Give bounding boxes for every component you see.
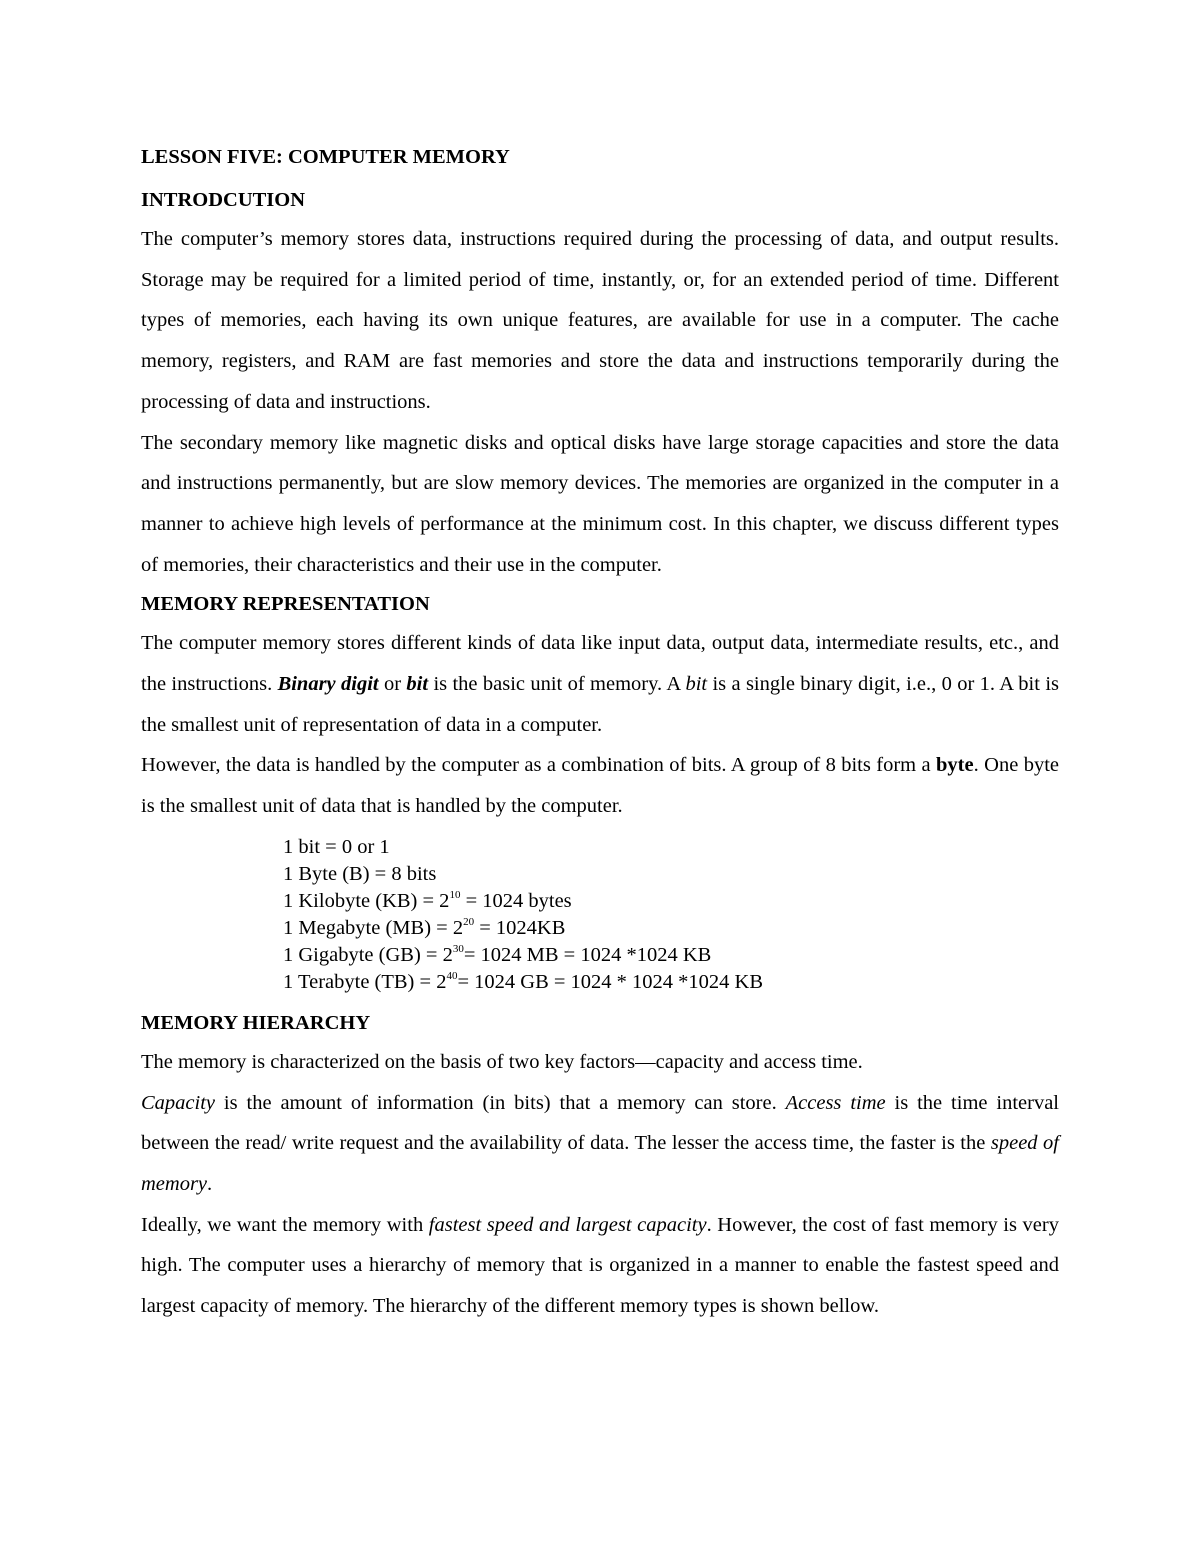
- conversion-byte: 1 Byte (B) = 8 bits: [283, 862, 437, 885]
- text-span: .: [207, 1172, 213, 1195]
- conversion-bit: 1 bit = 0 or 1: [283, 835, 390, 858]
- capacity-term: Capacity: [141, 1091, 216, 1114]
- text-span: 1 Megabyte (MB) = 2: [283, 916, 464, 939]
- representation-paragraph-1: [141, 623, 1059, 745]
- hierarchy-paragraph-1: The memory is characterized on the basis of two key factors—capacity and access time.: [141, 1050, 863, 1073]
- memory-representation-heading: MEMORY REPRESENTATION: [141, 593, 430, 616]
- text-span: or: [378, 673, 407, 696]
- text-span: Ideally, we want the memory with: [141, 1213, 429, 1236]
- text-span: is a single binary digit, i.e., 0 or 1. A bit is the smallest unit of representation of data in a computer.: [141, 673, 1059, 736]
- conversion-kilobyte: [283, 888, 1059, 915]
- intro-heading: INTRODCUTION: [141, 189, 306, 211]
- representation-paragraph-2: [141, 745, 1059, 826]
- conversion-terabyte: [283, 969, 1059, 996]
- hierarchy-paragraph-3: [141, 1205, 1059, 1327]
- conversion-gigabyte: [283, 942, 1059, 969]
- text-span: 1 Terabyte (TB) = 2: [283, 970, 447, 993]
- exponent: 20: [463, 915, 475, 928]
- text-span: 1 Kilobyte (KB) = 2: [283, 889, 450, 912]
- text-span: is the time interval between the read/ write request and the availability of data. The lesser the access time, the faster is the: [141, 1091, 1060, 1155]
- speed-of-memory-term: speed of memory: [141, 1132, 1060, 1195]
- text-span: = 1024 GB = 1024 * 1024 *1024 KB: [457, 970, 764, 993]
- text-span: is the basic unit of memory. A: [428, 673, 686, 696]
- text-span: 1 Gigabyte (GB) = 2: [283, 943, 453, 966]
- text-span: = 1024KB: [474, 916, 566, 939]
- memory-hierarchy-heading: MEMORY HIERARCHY: [141, 1011, 371, 1034]
- exponent: 30: [452, 942, 464, 955]
- lesson-title: LESSON FIVE: COMPUTER MEMORY: [141, 146, 510, 168]
- conversion-megabyte: [283, 915, 1059, 942]
- exponent: 40: [446, 969, 458, 982]
- hierarchy-paragraph-2: [141, 1083, 1059, 1205]
- text-span: The computer memory stores different kinds of data like input data, output data, intermediate results, etc., and the instructions.: [141, 632, 1059, 696]
- bit-italic: bit: [685, 673, 708, 696]
- intro-paragraph-1: The computer’s memory stores data, instructions required during the processing of data, and output results. Storage may be required for a limited period of time, instantly, or, for an extended period of time. Different types of memories, each having its own unique features, are available for use in a computer. The cache memory, registers, and RAM are fast memories and store the data and instructions temporarily during the processing of data and instructions.: [141, 228, 1059, 413]
- text-span: . One byte is the smallest unit of data that is handled by the computer.: [141, 754, 1059, 818]
- exponent: 10: [449, 888, 461, 901]
- access-time-term: Access time: [785, 1091, 886, 1114]
- text-span: = 1024 bytes: [460, 889, 572, 912]
- bit-term: bit: [406, 673, 429, 696]
- text-span: = 1024 MB = 1024 *1024 KB: [463, 943, 712, 966]
- binary-digit-term: Binary digit: [277, 673, 379, 696]
- byte-term: byte: [936, 754, 974, 777]
- intro-paragraph-2: The secondary memory like magnetic disks and optical disks have large storage capacities and store the data and instructions permanently, but are slow memory devices. The memories are organized in the computer in a manner to achieve high levels of performance at the minimum cost. In this chapter, we discuss different types of memories, their characteristics and their use in the computer.: [141, 431, 1059, 576]
- text-span: is the amount of information (in bits) that a memory can store.: [215, 1091, 786, 1114]
- text-span: However, the data is handled by the computer as a combination of bits. A group of 8 bits form a: [141, 754, 937, 777]
- text-span: . However, the cost of fast memory is very high. The computer uses a hierarchy of memory that is organized in a manner to enable the fastest speed and largest capacity of memory. The hierarchy of the different memory types is shown bellow.: [141, 1213, 1059, 1318]
- fastest-speed-term: fastest speed and largest capacity: [428, 1213, 707, 1236]
- unit-conversion-list: [283, 834, 1059, 996]
